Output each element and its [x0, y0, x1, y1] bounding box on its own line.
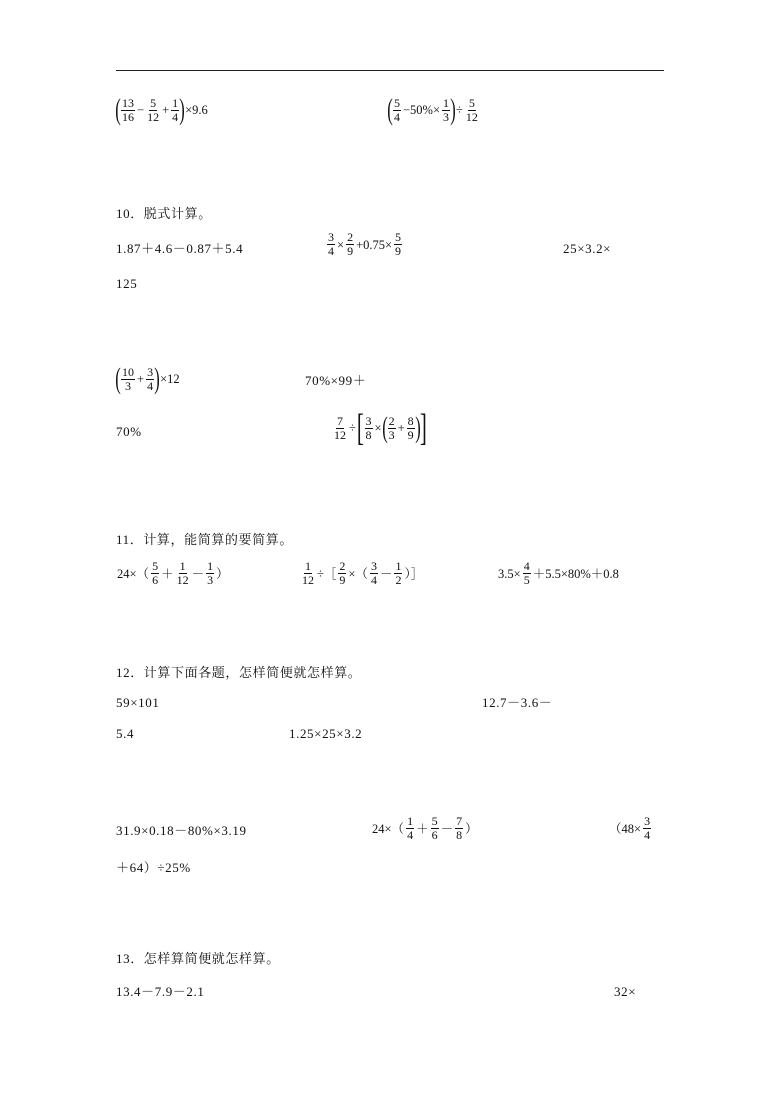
fraction: $\frac{7}{12}$	[334, 413, 346, 442]
fraction: $\frac{3}{4}$	[644, 814, 651, 842]
q10-expr-1: 1.87＋4.6－0.87＋5.4	[116, 241, 244, 256]
left-paren: (	[387, 93, 393, 126]
q12-expr-5: 24×（ $\frac{1}{4}$ ＋ $\frac{5}{6}$ － $\frac{7}{8}$ ）	[372, 814, 478, 842]
q12-expr-6-part1: （48× $\frac{3}{4}$	[609, 814, 651, 842]
q12-expr-1: 59×101	[116, 695, 160, 710]
q11-heading: 11．计算，能简算的要简算。	[116, 532, 293, 547]
fraction: $\frac{2}{3}$	[388, 413, 395, 442]
fraction: $\frac{13}{16}$	[122, 95, 134, 124]
fraction: $\frac{7}{8}$	[456, 814, 463, 842]
right-paren: )	[154, 362, 160, 395]
q12-expr-3: 1.25×25×3.2	[289, 726, 363, 741]
q10-expr-4: ( $\frac{10}{3}$ + $\frac{3}{4}$ ) ×12	[115, 362, 180, 395]
left-bracket: [	[356, 407, 364, 449]
fraction: $\frac{4}{5}$	[523, 559, 530, 587]
fraction: $\frac{5}{12}$	[147, 95, 160, 124]
right-paren: )	[179, 93, 185, 126]
q10-expr-6: $\frac{7}{12}$ ÷ [ $\frac{3}{8}$ × ( $\frac{2}{3}$ + $\frac{8}{9}$ ) ]	[334, 407, 427, 449]
fraction: $\frac{2}{9}$	[339, 559, 346, 587]
q11-expr-3: 3.5× $\frac{4}{5}$ ＋5.5×80%＋0.8	[498, 559, 619, 587]
fraction: $\frac{5}{6}$	[152, 559, 159, 587]
q11-expr-1: 24×（ $\frac{5}{6}$ ＋ $\frac{1}{12}$ － $\frac{1}{3}$ ）	[117, 559, 229, 587]
fraction: $\frac{1}{12}$	[176, 559, 189, 587]
q13-expr-1: 13.4－7.9－2.1	[116, 984, 205, 999]
fraction: $\frac{1}{3}$	[443, 95, 450, 124]
fraction: $\frac{3}{4}$	[147, 364, 154, 393]
fraction: $\frac{1}{4}$	[172, 95, 179, 124]
left-paren: (	[115, 93, 121, 126]
q12-expr-6-part2: ＋64）÷25%	[116, 860, 191, 875]
fraction: $\frac{3}{8}$	[365, 413, 372, 442]
q12-expr-4: 31.9×0.18－80%×3.19	[116, 823, 247, 838]
q10-heading: 10．脱式计算。	[116, 206, 212, 221]
q10-expr-2: $\frac{3}{4}$ × $\frac{2}{9}$ +0.75× $\frac{5}{9}$	[328, 230, 402, 258]
right-paren: )	[450, 93, 456, 126]
right-paren: )	[414, 411, 421, 444]
q10-expr-3-part1: 25×3.2×	[563, 241, 612, 256]
fraction: $\frac{5}{4}$	[394, 95, 400, 124]
fraction: $\frac{5}{12}$	[465, 95, 478, 124]
fraction: $\frac{10}{3}$	[122, 364, 134, 393]
left-paren: (	[381, 411, 388, 444]
top-expression-a: ( $\frac{13}{16}$ − $\frac{5}{12}$ + $\frac{1}{4}$ ) ×9.6	[115, 93, 208, 126]
q10-expr-5-part1: 70%×99＋	[305, 373, 367, 388]
q13-heading: 13．怎样算简便就怎样算。	[116, 951, 280, 966]
right-bracket: ]	[419, 407, 427, 449]
q12-heading: 12．计算下面各题，怎样简便就怎样算。	[116, 665, 362, 680]
fraction: $\frac{1}{4}$	[407, 814, 414, 842]
fraction: $\frac{8}{9}$	[407, 413, 414, 442]
fraction: $\frac{3}{4}$	[328, 230, 334, 258]
fraction: $\frac{3}{4}$	[370, 559, 377, 587]
q12-expr-2-part2: 5.4	[116, 726, 135, 741]
q10-expr-3-part2: 125	[116, 276, 138, 291]
fraction: $\frac{2}{9}$	[347, 230, 354, 258]
fraction: $\frac{5}{6}$	[431, 814, 438, 842]
header-rule	[116, 70, 664, 71]
q10-expr-5-part2: 70%	[116, 424, 142, 439]
q13-expr-2: 32×	[614, 984, 637, 999]
q11-expr-2: $\frac{1}{12}$ ÷［ $\frac{2}{9}$ ×（ $\frac{3}{4}$ － $\frac{1}{2}$ ）］	[302, 559, 424, 587]
fraction: $\frac{1}{12}$	[302, 559, 314, 587]
fraction: $\frac{1}{2}$	[395, 559, 402, 587]
left-paren: (	[115, 362, 121, 395]
top-expression-b: ( $\frac{5}{4}$ −50%× $\frac{1}{3}$ ) ÷ $\frac{5}{12}$	[387, 93, 478, 126]
fraction: $\frac{1}{3}$	[207, 559, 214, 587]
fraction: $\frac{5}{9}$	[395, 230, 402, 258]
q12-expr-2-part1: 12.7－3.6－	[482, 695, 553, 710]
